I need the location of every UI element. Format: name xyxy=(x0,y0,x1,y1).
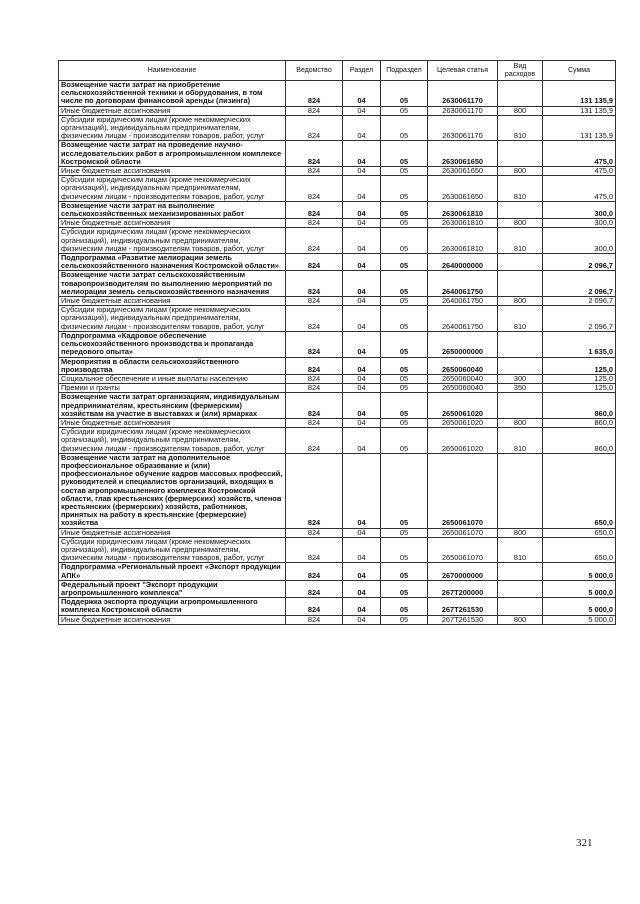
header-subsection: Подраздел xyxy=(381,61,428,81)
cell-department: 824 xyxy=(286,201,343,218)
cell-sum: 125,0 xyxy=(543,374,616,383)
cell-department: 824 xyxy=(286,254,343,271)
cell-subsection: 05 xyxy=(381,201,428,218)
header-name: Наименование xyxy=(59,61,286,81)
cell-department: 824 xyxy=(286,374,343,383)
cell-section: 04 xyxy=(343,201,381,218)
header-target-article: Целевая статья xyxy=(428,61,498,81)
cell-subsection: 05 xyxy=(381,141,428,167)
cell-target-article: 2630061650 xyxy=(428,141,498,167)
table-row xyxy=(59,201,616,218)
cell-subsection: 05 xyxy=(381,106,428,115)
cell-subsection: 05 xyxy=(381,528,428,537)
cell-expense-type: 300 xyxy=(498,374,543,383)
cell-sum: 5 000,0 xyxy=(543,615,616,624)
cell-name: Иные бюджетные ассигнования xyxy=(59,418,286,427)
cell-section: 04 xyxy=(343,331,381,357)
cell-section: 04 xyxy=(343,167,381,176)
table-row xyxy=(59,106,616,115)
cell-sum: 2 096,7 xyxy=(543,306,616,332)
cell-expense-type xyxy=(498,331,543,357)
cell-name: Премии и гранты xyxy=(59,384,286,393)
cell-section: 04 xyxy=(343,219,381,228)
cell-section: 04 xyxy=(343,81,381,107)
cell-target-article: 2640061750 xyxy=(428,271,498,297)
cell-name: Возмещение части затрат на приобретение сельскохозяйственной техники и оборудования, в том числе по договорам финансовой аренды (лизинга) xyxy=(59,81,286,107)
cell-expense-type xyxy=(498,201,543,218)
cell-target-article: 2630061810 xyxy=(428,219,498,228)
cell-sum: 650,0 xyxy=(543,528,616,537)
cell-name: Субсидии юридическим лицам (кроме некоммерческих организаций), индивидуальным предпринимателям, физическим лицам - производителям товаров, работ, услуг xyxy=(59,228,286,254)
cell-target-article: 2630061810 xyxy=(428,228,498,254)
cell-subsection: 05 xyxy=(381,393,428,419)
table-row xyxy=(59,297,616,306)
cell-subsection: 05 xyxy=(381,428,428,454)
header-expense-type: Вид расходов xyxy=(498,61,543,81)
cell-target-article: 2630061170 xyxy=(428,115,498,141)
cell-expense-type xyxy=(498,81,543,107)
cell-section: 04 xyxy=(343,306,381,332)
table-row xyxy=(59,81,616,107)
cell-expense-type: 800 xyxy=(498,615,543,624)
cell-section: 04 xyxy=(343,384,381,393)
cell-expense-type: 800 xyxy=(498,297,543,306)
cell-section: 04 xyxy=(343,228,381,254)
cell-section: 04 xyxy=(343,615,381,624)
cell-department: 824 xyxy=(286,141,343,167)
cell-target-article: 2650061070 xyxy=(428,453,498,528)
budget-table xyxy=(58,60,616,625)
cell-section: 04 xyxy=(343,297,381,306)
table-row xyxy=(59,254,616,271)
cell-section: 04 xyxy=(343,115,381,141)
cell-subsection: 05 xyxy=(381,219,428,228)
cell-expense-type xyxy=(498,357,543,374)
cell-sum: 131 135,9 xyxy=(543,106,616,115)
cell-target-article: 2630061650 xyxy=(428,176,498,202)
cell-target-article: 2670000000 xyxy=(428,563,498,580)
cell-expense-type xyxy=(498,141,543,167)
cell-target-article: 2650060040 xyxy=(428,357,498,374)
header-section: Раздел xyxy=(343,61,381,81)
cell-name: Иные бюджетные ассигнования xyxy=(59,528,286,537)
cell-subsection: 05 xyxy=(381,331,428,357)
table-row xyxy=(59,167,616,176)
cell-sum: 300,0 xyxy=(543,219,616,228)
cell-subsection: 05 xyxy=(381,374,428,383)
cell-expense-type xyxy=(498,563,543,580)
cell-department: 824 xyxy=(286,393,343,419)
cell-department: 824 xyxy=(286,331,343,357)
header-department: Ведомство xyxy=(286,61,343,81)
cell-name: Подпрограмма «Развитие мелиорации земель сельскохозяйственного назначения Костромской области» xyxy=(59,254,286,271)
cell-name: Подпрограмма «Кадровое обеспечение сельскохозяйственного производства и пропаганда передового опыта» xyxy=(59,331,286,357)
cell-expense-type: 800 xyxy=(498,418,543,427)
cell-name: Возмещение части затрат организациям, индивидуальным предпринимателям, крестьянским (фермерским) хозяйствам на участие в выставках и (или) ярмарках xyxy=(59,393,286,419)
cell-subsection: 05 xyxy=(381,357,428,374)
table-row xyxy=(59,228,616,254)
cell-department: 824 xyxy=(286,271,343,297)
table-row xyxy=(59,331,616,357)
cell-subsection: 05 xyxy=(381,537,428,563)
cell-target-article: 2630061650 xyxy=(428,167,498,176)
table-row xyxy=(59,528,616,537)
cell-name: Поддержка экспорта продукции агропромышленного комплекса Костромской области xyxy=(59,598,286,615)
cell-subsection: 05 xyxy=(381,418,428,427)
cell-department: 824 xyxy=(286,418,343,427)
cell-subsection: 05 xyxy=(381,615,428,624)
cell-name: Возмещение части затрат сельскохозяйственным товаропроизводителям по выполнению мероприятий по мелиорации земель сельскохозяйственного назначения xyxy=(59,271,286,297)
cell-sum: 475,0 xyxy=(543,167,616,176)
cell-expense-type xyxy=(498,580,543,597)
cell-subsection: 05 xyxy=(381,271,428,297)
cell-expense-type: 810 xyxy=(498,428,543,454)
cell-department: 824 xyxy=(286,357,343,374)
cell-target-article: 2630061170 xyxy=(428,106,498,115)
cell-target-article: 2650000000 xyxy=(428,331,498,357)
cell-department: 824 xyxy=(286,81,343,107)
table-row xyxy=(59,418,616,427)
cell-target-article: 2650060040 xyxy=(428,384,498,393)
cell-section: 04 xyxy=(343,106,381,115)
cell-target-article: 2630061170 xyxy=(428,81,498,107)
cell-expense-type: 810 xyxy=(498,228,543,254)
cell-name: Иные бюджетные ассигнования xyxy=(59,615,286,624)
cell-name: Социальное обеспечение и иные выплаты населению xyxy=(59,374,286,383)
cell-expense-type: 800 xyxy=(498,219,543,228)
cell-subsection: 05 xyxy=(381,228,428,254)
cell-name: Субсидии юридическим лицам (кроме некоммерческих организаций), индивидуальным предпринимателям, физическим лицам - производителям товаров, работ, услуг xyxy=(59,537,286,563)
cell-department: 824 xyxy=(286,306,343,332)
cell-department: 824 xyxy=(286,428,343,454)
cell-target-article: 267T200000 xyxy=(428,580,498,597)
table-row xyxy=(59,374,616,383)
cell-section: 04 xyxy=(343,428,381,454)
cell-department: 824 xyxy=(286,537,343,563)
table-row xyxy=(59,537,616,563)
cell-target-article: 2630061810 xyxy=(428,201,498,218)
cell-subsection: 05 xyxy=(381,115,428,141)
cell-sum: 125,0 xyxy=(543,384,616,393)
cell-department: 824 xyxy=(286,297,343,306)
cell-sum: 300,0 xyxy=(543,228,616,254)
cell-subsection: 05 xyxy=(381,306,428,332)
cell-subsection: 05 xyxy=(381,167,428,176)
cell-sum: 650,0 xyxy=(543,453,616,528)
cell-name: Возмещение части затрат на дополнительное профессиональное образование и (или) профессиональное обучение кадров массовых профессий, руководителей и специалистов организаций, входящих в состав агропромышленного комплекса Костромской области, глав крестьянских (фермерских) хозяйств, членов крестьянских (фермерских) хозяйств, работников, принятых на работу в крестьянские (фермерские) хозяйства xyxy=(59,453,286,528)
table-body xyxy=(59,81,616,625)
cell-name: Субсидии юридическим лицам (кроме некоммерческих организаций), индивидуальным предпринимателям, физическим лицам - производителям товаров, работ, услуг xyxy=(59,176,286,202)
cell-name: Возмещение части затрат на выполнение сельскохозяйственных механизированных работ xyxy=(59,201,286,218)
cell-name: Мероприятия в области сельскохозяйственного производства xyxy=(59,357,286,374)
cell-section: 04 xyxy=(343,563,381,580)
cell-sum: 2 096,7 xyxy=(543,297,616,306)
table-row xyxy=(59,176,616,202)
cell-subsection: 05 xyxy=(381,580,428,597)
cell-target-article: 2650061020 xyxy=(428,428,498,454)
cell-sum: 5 000,0 xyxy=(543,598,616,615)
cell-section: 04 xyxy=(343,176,381,202)
cell-section: 04 xyxy=(343,453,381,528)
table-row xyxy=(59,306,616,332)
cell-section: 04 xyxy=(343,418,381,427)
cell-section: 04 xyxy=(343,598,381,615)
cell-expense-type xyxy=(498,271,543,297)
cell-section: 04 xyxy=(343,580,381,597)
cell-department: 824 xyxy=(286,453,343,528)
cell-subsection: 05 xyxy=(381,297,428,306)
cell-target-article: 2650061070 xyxy=(428,537,498,563)
cell-department: 824 xyxy=(286,219,343,228)
cell-sum: 5 000,0 xyxy=(543,563,616,580)
table-row xyxy=(59,271,616,297)
cell-subsection: 05 xyxy=(381,81,428,107)
cell-target-article: 2650061020 xyxy=(428,418,498,427)
cell-sum: 2 096,7 xyxy=(543,254,616,271)
cell-name: Иные бюджетные ассигнования xyxy=(59,167,286,176)
cell-expense-type xyxy=(498,254,543,271)
cell-expense-type xyxy=(498,393,543,419)
cell-sum: 2 096,7 xyxy=(543,271,616,297)
cell-section: 04 xyxy=(343,357,381,374)
cell-section: 04 xyxy=(343,528,381,537)
cell-sum: 650,0 xyxy=(543,537,616,563)
table-row xyxy=(59,115,616,141)
cell-department: 824 xyxy=(286,563,343,580)
cell-sum: 475,0 xyxy=(543,176,616,202)
table-row xyxy=(59,563,616,580)
cell-subsection: 05 xyxy=(381,598,428,615)
cell-name: Иные бюджетные ассигнования xyxy=(59,219,286,228)
table-row xyxy=(59,141,616,167)
cell-subsection: 05 xyxy=(381,176,428,202)
cell-sum: 131 135,9 xyxy=(543,115,616,141)
page-number: 321 xyxy=(576,837,593,849)
cell-subsection: 05 xyxy=(381,254,428,271)
cell-department: 824 xyxy=(286,167,343,176)
cell-expense-type xyxy=(498,453,543,528)
cell-target-article: 2650061070 xyxy=(428,528,498,537)
cell-department: 824 xyxy=(286,176,343,202)
table-header-row xyxy=(59,61,616,81)
cell-section: 04 xyxy=(343,374,381,383)
cell-sum: 5 000,0 xyxy=(543,580,616,597)
cell-subsection: 05 xyxy=(381,453,428,528)
cell-department: 824 xyxy=(286,615,343,624)
cell-section: 04 xyxy=(343,393,381,419)
cell-name: Субсидии юридическим лицам (кроме некоммерческих организаций), индивидуальным предпринимателям, физическим лицам - производителям товаров, работ, услуг xyxy=(59,428,286,454)
cell-expense-type: 810 xyxy=(498,306,543,332)
cell-department: 824 xyxy=(286,598,343,615)
cell-expense-type: 800 xyxy=(498,167,543,176)
table-row xyxy=(59,598,616,615)
cell-section: 04 xyxy=(343,537,381,563)
cell-sum: 131 135,9 xyxy=(543,81,616,107)
cell-target-article: 267T261530 xyxy=(428,598,498,615)
cell-target-article: 2650060040 xyxy=(428,374,498,383)
cell-name: Возмещение части затрат на проведение научно-исследовательских работ в агропромышленном комплексе Костромской области xyxy=(59,141,286,167)
table-row xyxy=(59,357,616,374)
cell-expense-type: 810 xyxy=(498,115,543,141)
cell-sum: 300,0 xyxy=(543,201,616,218)
cell-sum: 860,0 xyxy=(543,428,616,454)
cell-target-article: 267T261530 xyxy=(428,615,498,624)
cell-name: Иные бюджетные ассигнования xyxy=(59,297,286,306)
cell-expense-type: 350 xyxy=(498,384,543,393)
table-row xyxy=(59,428,616,454)
cell-target-article: 2640000000 xyxy=(428,254,498,271)
cell-department: 824 xyxy=(286,580,343,597)
cell-department: 824 xyxy=(286,228,343,254)
cell-sum: 1 635,0 xyxy=(543,331,616,357)
cell-expense-type: 800 xyxy=(498,528,543,537)
table-row xyxy=(59,453,616,528)
table-row xyxy=(59,393,616,419)
cell-name: Субсидии юридическим лицам (кроме некоммерческих организаций), индивидуальным предпринимателям, физическим лицам - производителям товаров, работ, услуг xyxy=(59,306,286,332)
cell-name: Иные бюджетные ассигнования xyxy=(59,106,286,115)
table-row xyxy=(59,219,616,228)
cell-expense-type xyxy=(498,598,543,615)
cell-expense-type: 810 xyxy=(498,537,543,563)
cell-section: 04 xyxy=(343,141,381,167)
cell-department: 824 xyxy=(286,528,343,537)
cell-sum: 475,0 xyxy=(543,141,616,167)
cell-department: 824 xyxy=(286,106,343,115)
cell-section: 04 xyxy=(343,271,381,297)
cell-target-article: 2650061020 xyxy=(428,393,498,419)
cell-subsection: 05 xyxy=(381,563,428,580)
cell-department: 824 xyxy=(286,384,343,393)
cell-name: Подпрограмма «Региональный проект «Экспорт продукции АПК» xyxy=(59,563,286,580)
cell-name: Федеральный проект "Экспорт продукции агропромышленного комплекса" xyxy=(59,580,286,597)
cell-expense-type: 810 xyxy=(498,176,543,202)
header-sum: Сумма xyxy=(543,61,616,81)
cell-subsection: 05 xyxy=(381,384,428,393)
table-row xyxy=(59,384,616,393)
cell-target-article: 2640061750 xyxy=(428,306,498,332)
table-row xyxy=(59,615,616,624)
cell-department: 824 xyxy=(286,115,343,141)
cell-section: 04 xyxy=(343,254,381,271)
cell-expense-type: 800 xyxy=(498,106,543,115)
cell-sum: 860,0 xyxy=(543,393,616,419)
cell-sum: 860,0 xyxy=(543,418,616,427)
cell-target-article: 2640061750 xyxy=(428,297,498,306)
cell-sum: 125,0 xyxy=(543,357,616,374)
cell-name: Субсидии юридическим лицам (кроме некоммерческих организаций), индивидуальным предпринимателям, физическим лицам - производителям товаров, работ, услуг xyxy=(59,115,286,141)
table-row xyxy=(59,580,616,597)
